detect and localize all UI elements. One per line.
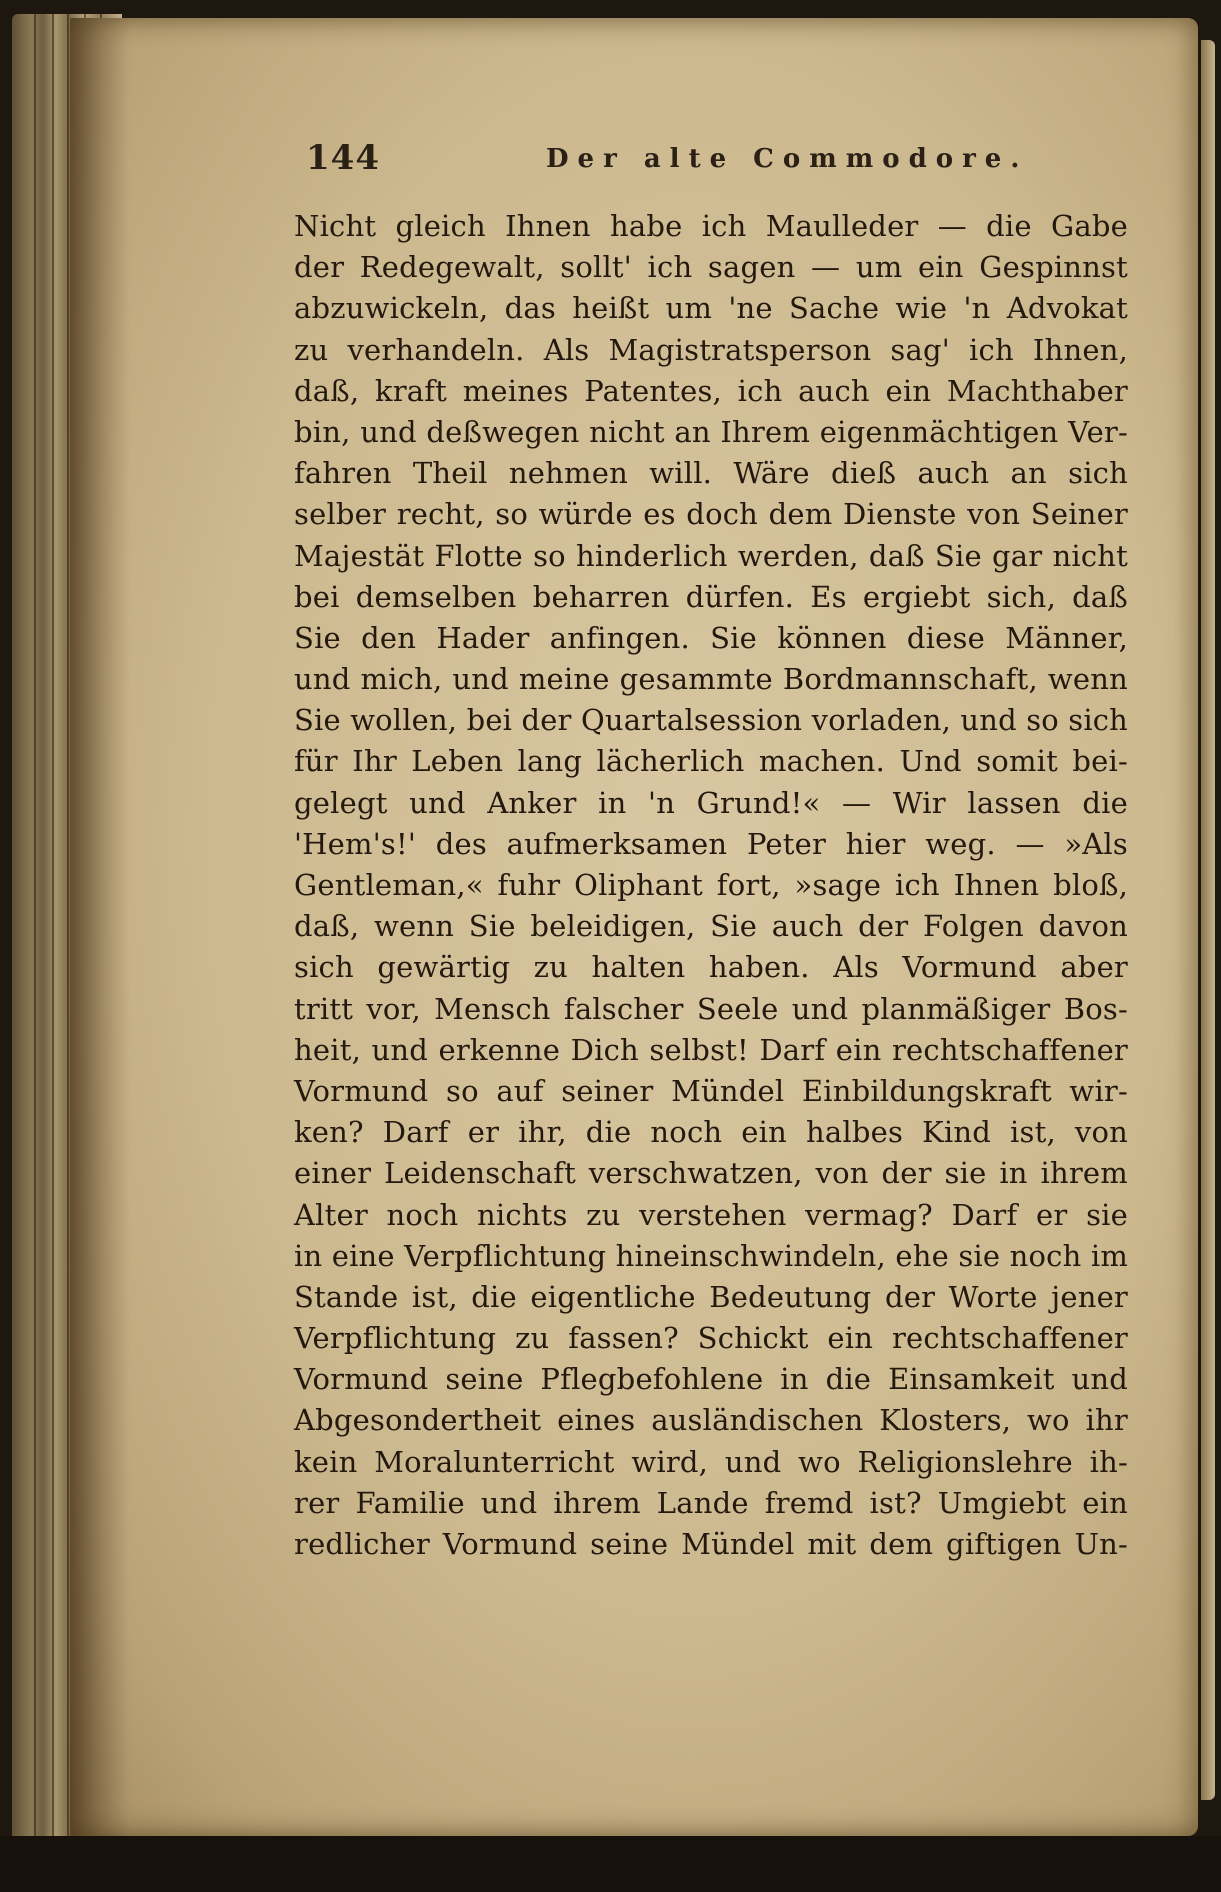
text-line: zu verhandeln. Als Magistratsperson sag' ich Ihnen, — [294, 332, 1128, 367]
text-line: heit, und erkenne Dich selbst! Darf ein rechtschaffener — [294, 1032, 1128, 1067]
text-line: Verpflichtung zu fassen? Schickt ein rechtschaffener — [294, 1321, 1128, 1356]
text-line: Alter noch nichts zu verstehen vermag? Darf er sie — [294, 1197, 1128, 1232]
text-line: daß, kraft meines Patentes, ich auch ein Machthaber — [294, 373, 1128, 408]
text-line: ken? Darf er ihr, die noch ein halbes Kind ist, von — [294, 1115, 1128, 1150]
text-line: fahren Theil nehmen will. Wäre dieß auch an sich — [294, 456, 1128, 491]
text-line: Abgesondertheit eines ausländischen Klosters, wo ihr — [294, 1403, 1128, 1438]
text-line: 'Hem's!' des aufmerksamen Peter hier weg. — »Als — [294, 826, 1128, 861]
text-line: und mich, und meine gesammte Bordmannschaft, wenn — [294, 662, 1128, 697]
text-line: einer Leidenschaft verschwatzen, von der sie in ihrem — [294, 1156, 1128, 1191]
text-line: Vormund seine Pflegbefohlene in die Einsamkeit und — [294, 1362, 1128, 1397]
text-line: rer Familie und ihrem Lande fremd ist? Umgiebt ein — [294, 1485, 1128, 1520]
text-line: Majestät Flotte so hinderlich werden, daß Sie gar nicht — [294, 538, 1128, 573]
page-number: 144 — [306, 138, 380, 178]
text-line: der Redegewalt, sollt' ich sagen — um ein Gespinnst — [294, 250, 1128, 285]
running-title: Der alte Commodore. — [546, 144, 1029, 174]
body-text — [294, 206, 1128, 1565]
scan-bottom-band — [0, 1836, 1221, 1892]
text-line: für Ihr Leben lang lächerlich machen. Und somit bei- — [294, 744, 1128, 779]
text-line: daß, wenn Sie beleidigen, Sie auch der Folgen davon — [294, 909, 1128, 944]
text-line: abzuwickeln, das heißt um 'ne Sache wie 'n Advokat — [294, 291, 1128, 326]
text-line: selber recht, so würde es doch dem Dienste von Seiner — [294, 497, 1128, 532]
page-right-edge — [1201, 40, 1215, 1800]
text-line: bin, und deßwegen nicht an Ihrem eigenmächtigen Ver- — [294, 414, 1128, 449]
text-line: redlicher Vormund seine Mündel mit dem giftigen Un- — [294, 1527, 1128, 1561]
text-line: tritt vor, Mensch falscher Seele und planmäßiger Bos- — [294, 991, 1128, 1026]
text-line: sich gewärtig zu halten haben. Als Vormund aber — [294, 950, 1128, 985]
text-line: in eine Verpflichtung hineinschwindeln, ehe sie noch im — [294, 1238, 1128, 1273]
text-line: Vormund so auf seiner Mündel Einbildungskraft wir- — [294, 1073, 1128, 1108]
text-line: bei demselben beharren dürfen. Es ergiebt sich, daß — [294, 579, 1128, 614]
text-line: Nicht gleich Ihnen habe ich Maulleder — die Gabe — [294, 209, 1128, 243]
text-line: Sie den Hader anfingen. Sie können diese Männer, — [294, 620, 1128, 655]
gutter-shadow — [70, 18, 130, 1836]
text-line: Gentleman,« fuhr Oliphant fort, »sage ich Ihnen bloß, — [294, 868, 1128, 902]
text-line: gelegt und Anker in 'n Grund!« — Wir lassen die — [294, 785, 1128, 820]
text-line: Sie wollen, bei der Quartalsession vorladen, und so sich — [294, 703, 1128, 738]
page-header — [306, 138, 1126, 188]
text-line: Stande ist, die eigentliche Bedeutung der Worte jener — [294, 1279, 1128, 1314]
text-line: kein Moralunterricht wird, und wo Religionslehre ih- — [294, 1444, 1128, 1479]
